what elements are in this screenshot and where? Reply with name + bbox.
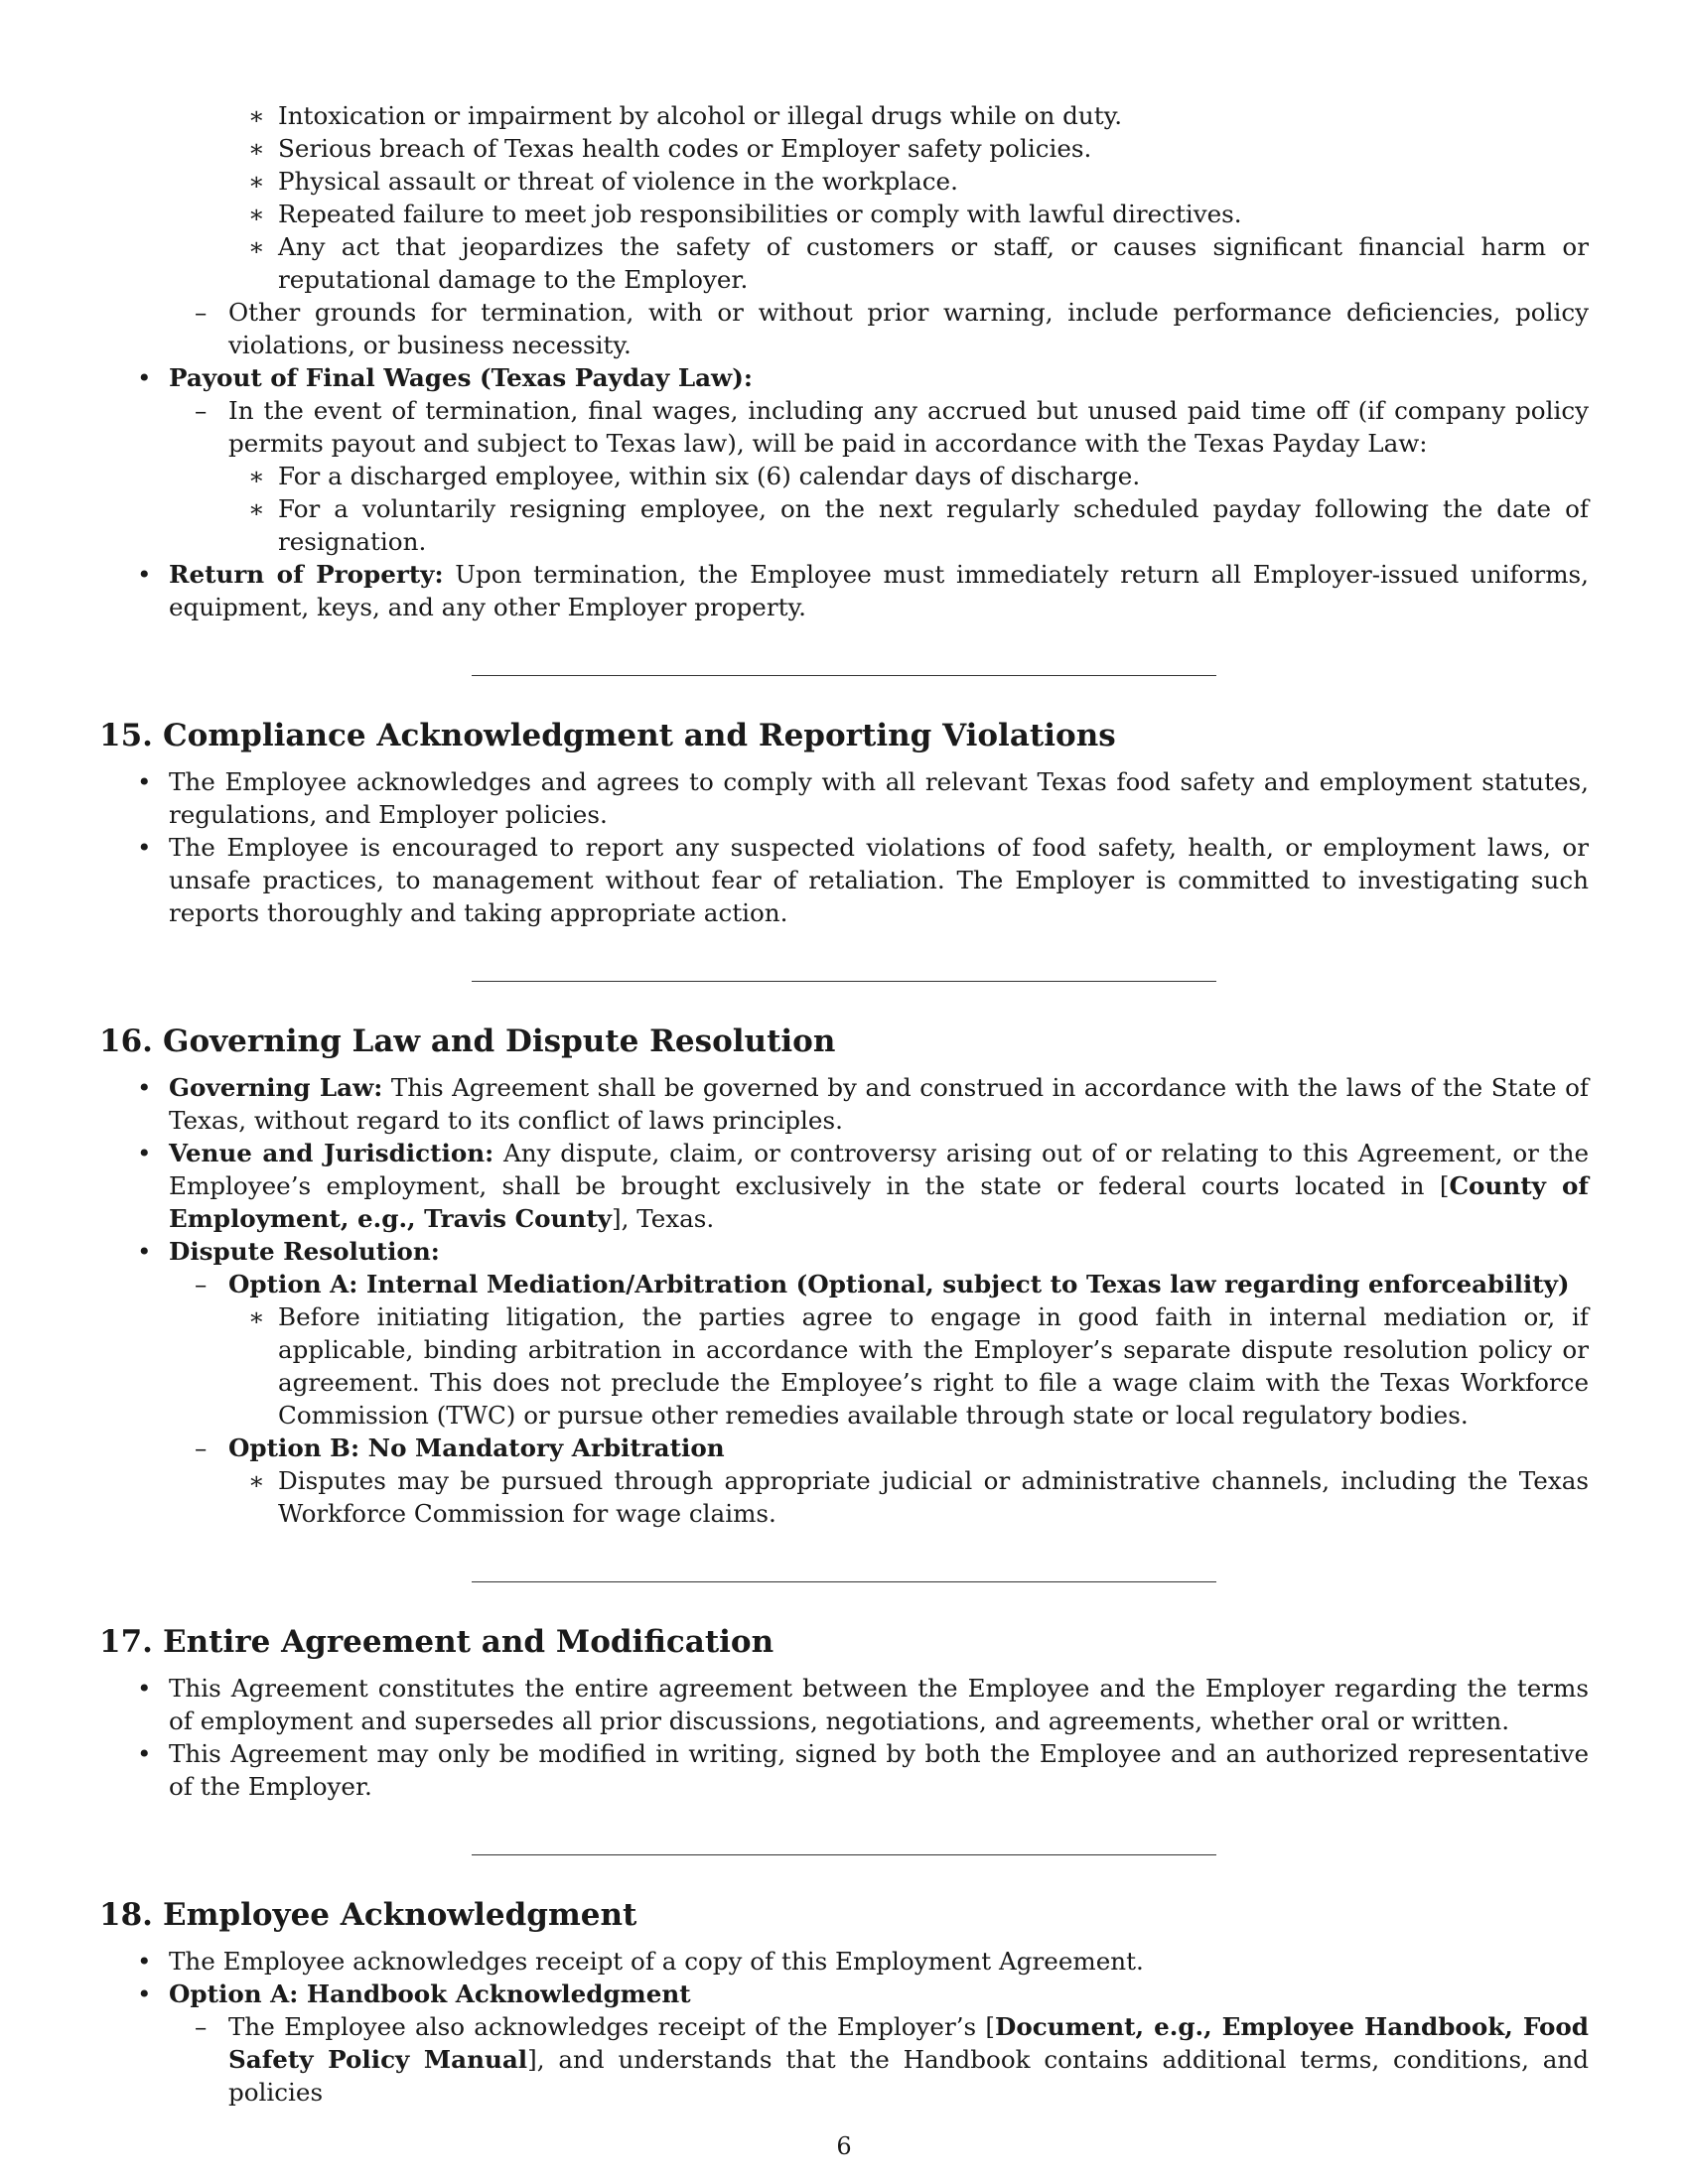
list-item: ∗ For a discharged employee, within six (6) calendar days of discharge. <box>248 462 1141 490</box>
list-item: • This Agreement constitutes the entire agreement between the Employee and the Employer regarding the terms of employment and supersedes all prior discussions, negotiations, and agreements, whether oral or written. <box>137 1674 1589 1735</box>
list-item: – Option B: No Mandatory Arbitration <box>195 1433 725 1462</box>
list-item: • Venue and Jurisdiction: Any dispute, claim, or controversy arising out of or relating to this Agreement, or the Employee’s employment, shall be brought exclusively in the state or federal courts located in [County of Employment, e.g., Travis County], Texas. <box>137 1139 1590 1233</box>
asterisk-bullet-icon: ∗ <box>248 462 265 490</box>
dot-bullet-icon: • <box>137 1739 152 1768</box>
dot-bullet-icon: • <box>137 833 152 862</box>
list-item: • Option A: Handbook Acknowledgment <box>137 1979 691 2008</box>
list-item: • This Agreement may only be modified in writing, signed by both the Employee and an authorized representative of the Employer. <box>137 1739 1589 1801</box>
section-divider <box>472 1854 1216 1855</box>
dot-bullet-icon: • <box>137 1237 152 1266</box>
dot-bullet-icon: • <box>137 1073 152 1102</box>
list-item: • Dispute Resolution: <box>137 1237 440 1266</box>
list-item: ∗ Repeated failure to meet job responsibilities or comply with lawful directives. <box>248 200 1242 228</box>
list-item: • Return of Property: Upon termination, the Employee must immediately return all Employer-issued uniforms, equipment, keys, and any other Employer property. <box>137 560 1589 621</box>
asterisk-bullet-icon: ∗ <box>248 200 265 228</box>
dot-bullet-icon: • <box>137 560 152 589</box>
asterisk-bullet-icon: ∗ <box>248 1466 265 1495</box>
list-item: • Governing Law: This Agreement shall be governed by and construed in accordance with the laws of the State of Texas, without regard to its conflict of laws principles. <box>137 1073 1589 1135</box>
list-item: • Payout of Final Wages (Texas Payday Law): <box>137 363 753 392</box>
list-item: • The Employee acknowledges receipt of a copy of this Employment Agreement. <box>137 1947 1144 1976</box>
section-heading: 16. Governing Law and Dispute Resolution <box>99 1024 836 1059</box>
dot-bullet-icon: • <box>137 1979 152 2008</box>
asterisk-bullet-icon: ∗ <box>248 167 265 196</box>
document-page <box>99 99 1589 2109</box>
dot-bullet-icon: • <box>137 1674 152 1703</box>
dot-bullet-icon: • <box>137 767 152 796</box>
section-divider <box>472 675 1216 676</box>
list-item: – Other grounds for termination, with or without prior warning, include performance deficiencies, policy violations, or business necessity. <box>195 298 1589 359</box>
dash-bullet-icon: – <box>195 298 208 327</box>
dot-bullet-icon: • <box>137 363 152 392</box>
list-item: ∗ Physical assault or threat of violence in the workplace. <box>248 167 958 196</box>
list-item: ∗ For a voluntarily resigning employee, on the next regularly scheduled payday following the date of resignation. <box>248 494 1589 556</box>
section-heading: 18. Employee Acknowledgment <box>99 1897 637 1933</box>
list-item: ∗ Serious breach of Texas health codes or Employer safety policies. <box>248 134 1092 163</box>
list-item: ∗ Disputes may be pursued through appropriate judicial or administrative channels, including the Texas Workforce Commission for wage claims. <box>248 1466 1589 1528</box>
asterisk-bullet-icon: ∗ <box>248 494 265 523</box>
asterisk-bullet-icon: ∗ <box>248 1302 265 1331</box>
dash-bullet-icon: – <box>195 396 208 425</box>
section-heading: 15. Compliance Acknowledgment and Reporting Violations <box>99 718 1116 753</box>
dot-bullet-icon: • <box>137 1947 152 1976</box>
dot-bullet-icon: • <box>137 1139 152 1167</box>
list-item: • The Employee acknowledges and agrees to comply with all relevant Texas food safety and employment statutes, regulations, and Employer policies. <box>137 767 1589 829</box>
list-item: – Option A: Internal Mediation/Arbitration (Optional, subject to Texas law regarding enforceability) <box>195 1270 1570 1298</box>
section-heading: 17. Entire Agreement and Modification <box>99 1624 774 1660</box>
page-number: 6 <box>836 2132 852 2160</box>
asterisk-bullet-icon: ∗ <box>248 134 265 163</box>
list-item: – The Employee also acknowledges receipt of the Employer’s [Document, e.g., Employee Handbook, Food Safety Policy Manual], and understands that the Handbook contains additional terms, conditions, and policies <box>195 2012 1589 2107</box>
asterisk-bullet-icon: ∗ <box>248 232 265 261</box>
section-divider <box>472 981 1216 982</box>
list-item: • The Employee is encouraged to report any suspected violations of food safety, health, or employment laws, or unsafe practices, to management without fear of retaliation. The Employer is committed to investigating such reports thoroughly and taking appropriate action. <box>137 833 1589 927</box>
list-item: – In the event of termination, final wages, including any accrued but unused paid time off (if company policy permits payout and subject to Texas law), will be paid in accordance with the Texas Payday Law: <box>195 396 1589 458</box>
dash-bullet-icon: – <box>195 1433 208 1462</box>
list-item: ∗ Intoxication or impairment by alcohol or illegal drugs while on duty. <box>248 101 1123 130</box>
asterisk-bullet-icon: ∗ <box>248 101 265 130</box>
list-item: ∗ Before initiating litigation, the parties agree to engage in good faith in internal mediation or, if applicable, binding arbitration in accordance with the Employer’s separate dispute resolution policy or agreement. This does not preclude the Employee’s right to file a wage claim with the Texas Workforce Commission (TWC) or pursue other remedies available through state or local regulatory bodies. <box>248 1302 1589 1430</box>
dash-bullet-icon: – <box>195 2012 208 2041</box>
dash-bullet-icon: – <box>195 1270 208 1298</box>
section-divider <box>472 1581 1216 1582</box>
list-item: ∗ Any act that jeopardizes the safety of customers or staff, or causes significant financial harm or reputational damage to the Employer. <box>248 232 1589 294</box>
